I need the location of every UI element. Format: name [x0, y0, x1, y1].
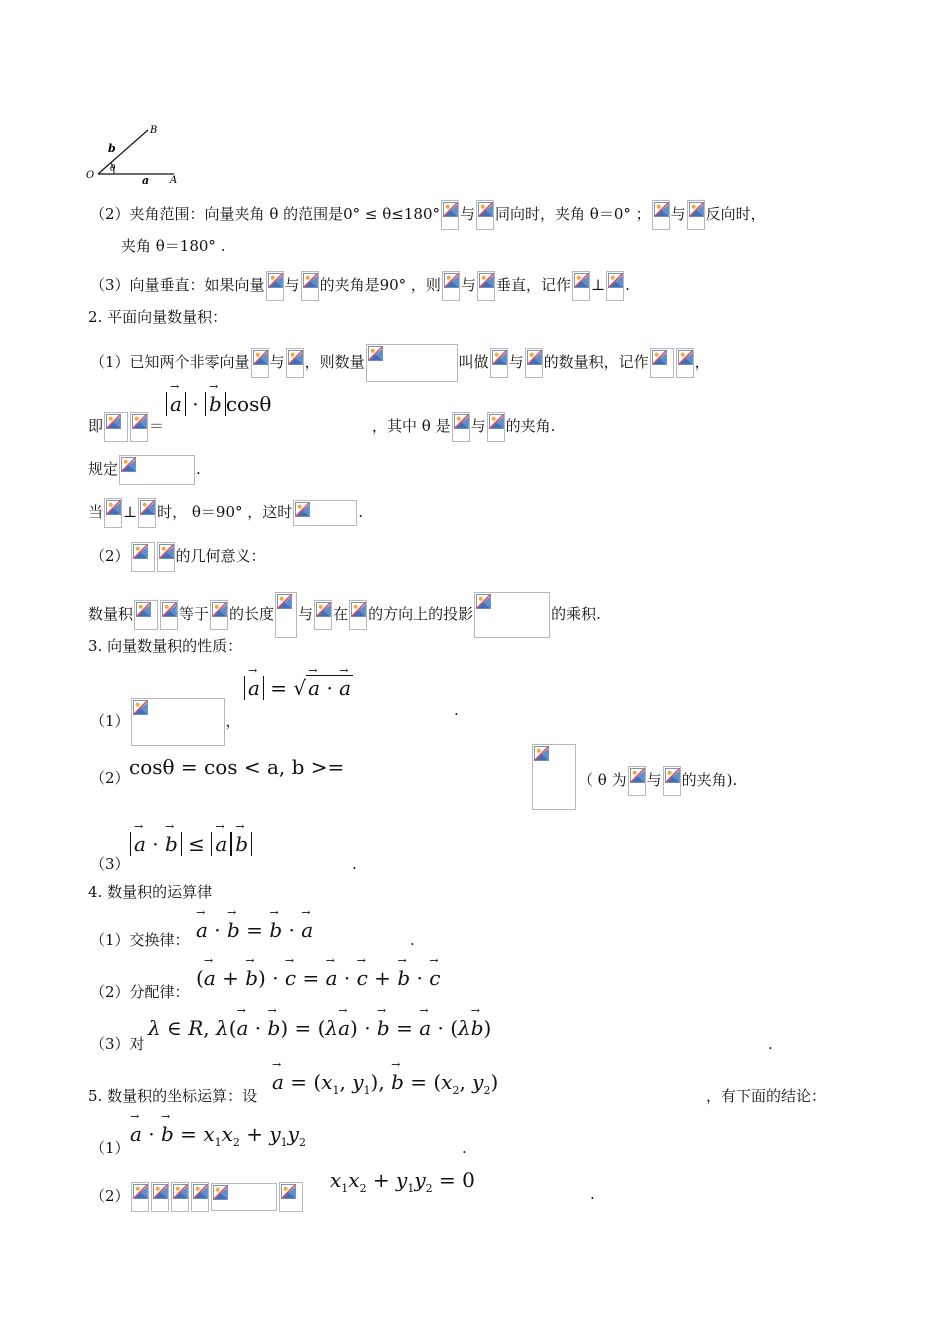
- broken-image-icon: [654, 202, 669, 217]
- image-placeholder: [151, 1182, 169, 1212]
- broken-image-icon: [678, 350, 693, 365]
- image-placeholder: [104, 498, 122, 528]
- image-placeholder: [676, 348, 694, 378]
- image-placeholder: [211, 1183, 277, 1211]
- scalar-law: （3）对: [90, 1035, 145, 1053]
- image-placeholder: [251, 348, 269, 378]
- broken-image-icon: [689, 202, 704, 217]
- broken-image-icon: [368, 346, 383, 361]
- broken-image-icon: [162, 602, 177, 617]
- broken-image-icon: [121, 457, 136, 472]
- perpendicular-coordinate-formula: $x_1x_2 + y_1y_2 = 0$: [330, 1168, 475, 1195]
- broken-image-icon: [268, 273, 283, 288]
- property-3-end: .: [352, 855, 357, 873]
- broken-image-icon: [444, 273, 459, 288]
- magnitude-formula: → a = √→ a · → a: [244, 676, 353, 700]
- image-placeholder: [663, 766, 681, 796]
- commutative-end: .: [410, 931, 415, 949]
- broken-image-icon: [351, 602, 366, 617]
- image-placeholder: [138, 498, 156, 528]
- image-placeholder: [366, 344, 458, 382]
- broken-image-icon: [140, 500, 155, 515]
- property-1: （1） ，: [90, 698, 241, 746]
- broken-image-icon: [534, 746, 549, 761]
- broken-image-icon: [454, 414, 469, 429]
- coordinate-result-2-end: .: [590, 1185, 595, 1203]
- broken-image-icon: [133, 700, 148, 715]
- image-placeholder: [452, 412, 470, 442]
- dot-product-formula-note: ，其中 θ 是 与 的夹角.: [372, 412, 555, 442]
- property-2-note: [531, 744, 577, 810]
- image-placeholder: [490, 348, 508, 378]
- image-placeholder: [606, 271, 624, 301]
- image-placeholder: [171, 1182, 189, 1212]
- broken-image-icon: [153, 1184, 168, 1199]
- image-placeholder: [130, 412, 148, 442]
- image-placeholder: [349, 600, 367, 630]
- broken-image-icon: [630, 768, 645, 783]
- broken-image-icon: [665, 768, 680, 783]
- broken-image-icon: [133, 1184, 148, 1199]
- property-2-prefix: （2）: [90, 769, 130, 787]
- broken-image-icon: [492, 350, 507, 365]
- figure-label-a: a: [142, 174, 150, 187]
- broken-image-icon: [443, 202, 458, 217]
- property-2-note-text: （ θ 为 与 的夹角).: [578, 766, 737, 796]
- angle-range-line: （2）夹角范围：向量夹角 θ 的范围是0° ≤ θ≤180° 与 同向时，夹角 θ＝0° ； 与 反向时，: [90, 200, 766, 230]
- zero-vector-rule: 规定 .: [88, 455, 201, 485]
- property-1-end: .: [454, 701, 459, 719]
- broken-image-icon: [132, 414, 147, 429]
- figure-label-O: O: [86, 170, 95, 181]
- broken-image-icon: [608, 273, 623, 288]
- image-placeholder: [157, 542, 175, 572]
- broken-image-icon: [489, 414, 504, 429]
- image-placeholder: [652, 200, 670, 230]
- dot-product-formula-line: 即 ＝: [88, 412, 164, 442]
- image-placeholder: [477, 271, 495, 301]
- broken-image-icon: [253, 350, 268, 365]
- broken-image-icon: [159, 544, 174, 559]
- dot-product-formula: → a · → b cosθ: [166, 392, 271, 416]
- broken-image-icon: [281, 1184, 296, 1199]
- figure-label-B: B: [150, 125, 158, 136]
- angle-range-line-2: 夹角 θ＝180° .: [121, 237, 226, 255]
- cauchy-inequality: → a · → b ≤ → a→ b: [130, 832, 252, 856]
- image-placeholder: [266, 271, 284, 301]
- figure-label-A: A: [170, 175, 178, 186]
- broken-image-icon: [316, 602, 331, 617]
- coordinate-result-1-end: .: [462, 1139, 467, 1157]
- image-placeholder: [131, 542, 155, 572]
- scalar-end: .: [768, 1035, 773, 1053]
- geometric-meaning-title: （2） 的几何意义：: [90, 542, 266, 572]
- image-placeholder: [687, 200, 705, 230]
- section-5-title: 5. 数量积的坐标运算：设: [88, 1087, 258, 1105]
- commutative-formula: → a · → b = → b · → a: [196, 918, 313, 942]
- image-placeholder: [160, 600, 178, 630]
- broken-image-icon: [136, 602, 151, 617]
- broken-image-icon: [479, 273, 494, 288]
- image-placeholder: [628, 766, 646, 796]
- broken-image-icon: [213, 1185, 228, 1200]
- broken-image-icon: [133, 544, 148, 559]
- image-placeholder: [131, 698, 225, 746]
- scalar-formula: λ ∈ R, λ(→ a · → b) = (λ→ a) · → b = → a · (λ→ b): [148, 1016, 491, 1040]
- coordinate-definition: → $a = (x_1$, $y_1$), → $b = (x_2$, $y_2$): [272, 1070, 498, 1097]
- broken-image-icon: [277, 594, 292, 609]
- broken-image-icon: [303, 273, 318, 288]
- image-placeholder: [442, 271, 460, 301]
- broken-image-icon: [106, 414, 121, 429]
- broken-image-icon: [527, 350, 542, 365]
- broken-image-icon: [478, 202, 493, 217]
- broken-image-icon: [574, 273, 589, 288]
- commutative-law: （1）交换律：: [90, 931, 190, 949]
- distributive-law: （2）分配律：: [90, 983, 190, 1001]
- image-placeholder: [487, 412, 505, 442]
- image-placeholder: [572, 271, 590, 301]
- image-placeholder: [314, 600, 332, 630]
- image-placeholder: [301, 271, 319, 301]
- perpendicular-line: （3）向量垂直：如果向量 与 的夹角是90° ，则 与 垂直，记作 ⊥ .: [90, 271, 630, 301]
- coordinate-result-2: （2）: [90, 1182, 304, 1212]
- geometric-meaning-line: 数量积 等于 的长度 与 在 的方向上的投影 的乘积.: [88, 592, 601, 638]
- section-5-suffix: ，有下面的结论：: [706, 1087, 827, 1105]
- image-placeholder: [279, 1182, 303, 1212]
- image-placeholder: [532, 744, 576, 810]
- broken-image-icon: [193, 1184, 208, 1199]
- image-placeholder: [191, 1182, 209, 1212]
- broken-image-icon: [173, 1184, 188, 1199]
- image-placeholder: [131, 1182, 149, 1212]
- cosine-formula: cosθ = cos < a, b >=: [129, 755, 345, 779]
- image-placeholder: [525, 348, 543, 378]
- image-placeholder: [441, 200, 459, 230]
- perpendicular-dot-zero: 当 ⊥ 时， θ＝90° ，这时 .: [88, 498, 363, 528]
- section-3-title: 3. 向量数量积的性质：: [88, 637, 243, 655]
- image-placeholder: [286, 348, 304, 378]
- image-placeholder: [650, 348, 674, 378]
- broken-image-icon: [652, 350, 667, 365]
- broken-image-icon: [106, 500, 121, 515]
- image-placeholder: [210, 600, 228, 630]
- broken-image-icon: [476, 594, 491, 609]
- coordinate-result-1: （1）: [90, 1139, 130, 1157]
- broken-image-icon: [212, 602, 227, 617]
- image-placeholder: [474, 592, 550, 638]
- broken-image-icon: [295, 502, 310, 517]
- section-2-title: 2. 平面向量数量积：: [88, 308, 228, 326]
- image-placeholder: [476, 200, 494, 230]
- coordinate-dot-formula: → a · → $b = x_1x_2 + y_1y_2$: [130, 1122, 306, 1149]
- image-placeholder: [275, 592, 297, 638]
- image-placeholder: [119, 455, 195, 485]
- figure-label-b: b: [108, 142, 116, 155]
- dot-product-definition: （1）已知两个非零向量 与 ，则数量 叫做 与 的数量积，记作 ，: [90, 344, 710, 382]
- property-3-prefix: （3）: [90, 855, 130, 873]
- broken-image-icon: [288, 350, 303, 365]
- angle-figure: [84, 120, 194, 190]
- image-placeholder: [134, 600, 158, 630]
- section-4-title: 4. 数量积的运算律: [88, 883, 213, 901]
- figure-label-theta: θ: [110, 164, 116, 174]
- image-placeholder: [293, 500, 357, 526]
- distributive-formula: (→ a + → b) · → c = → a · → c + → b · → c: [196, 966, 440, 990]
- image-placeholder: [104, 412, 128, 442]
